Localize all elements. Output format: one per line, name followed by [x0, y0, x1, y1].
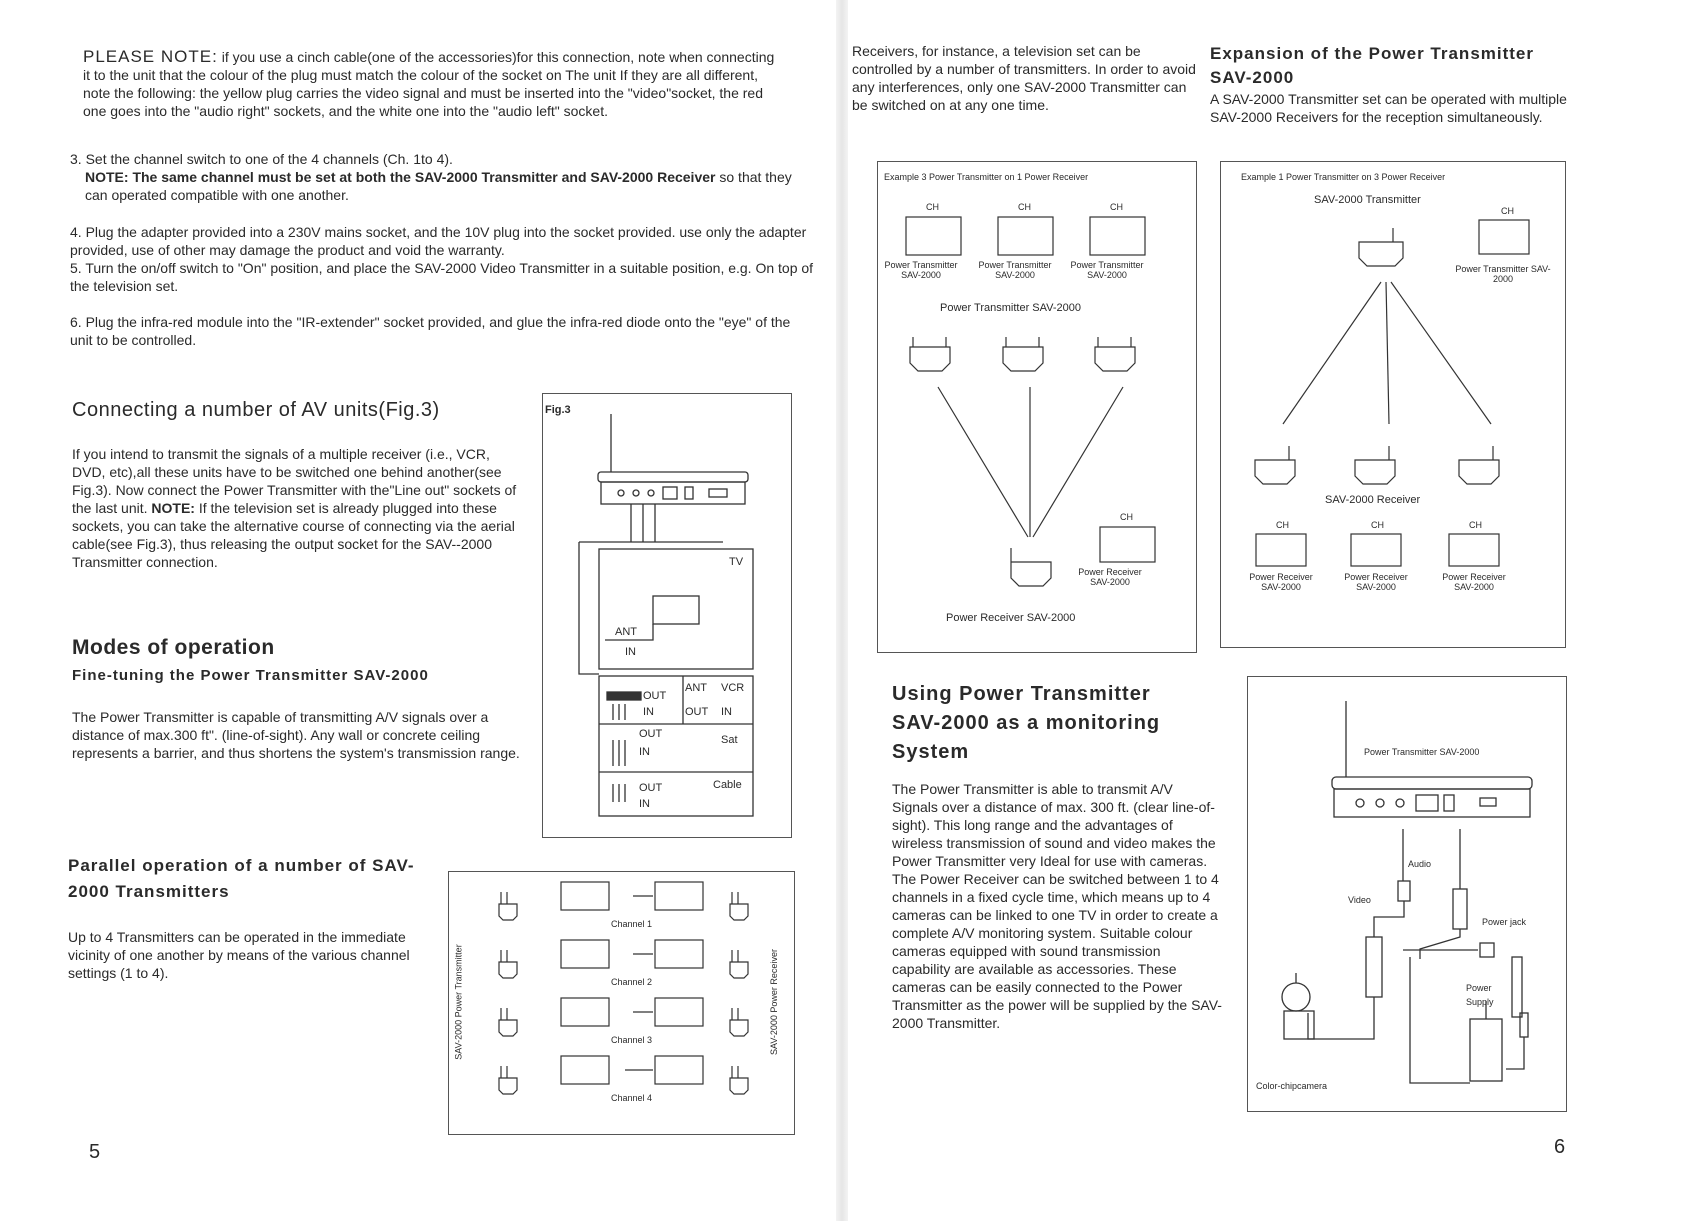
- fig3-vcr: VCR: [721, 682, 745, 694]
- camera-fig-camera: Color-chipcamera: [1256, 1081, 1328, 1091]
- connecting-note-label: NOTE:: [151, 500, 195, 516]
- fig3-out: OUT: [643, 690, 667, 702]
- please-note-label: PLEASE NOTE:: [83, 47, 218, 66]
- example1-transmitter-small: Power Transmitter SAV-2000: [1455, 264, 1551, 284]
- example1-receiver-label-3: Power Receiver SAV-2000: [1442, 572, 1506, 592]
- fig3-label: Fig.3: [545, 404, 571, 416]
- fig3-in: IN: [625, 646, 636, 658]
- step-3-note: [85, 168, 795, 204]
- expansion-text: A SAV-2000 Transmitter set can be operated with multiple SAV-2000 Receivers for the reception simultaneously.: [1210, 91, 1567, 125]
- fig3-out3: OUT: [639, 728, 663, 740]
- monitoring-title: [892, 680, 1160, 767]
- camera-fig-power-jack: Power jack: [1482, 917, 1527, 927]
- example1-transmitter-label: SAV-2000 Transmitter: [1314, 194, 1421, 206]
- example3-receiver-label: Power Receiver SAV-2000: [946, 612, 1076, 624]
- camera-fig-transmitter: Power Transmitter SAV-2000: [1364, 747, 1480, 757]
- example3-switch-label-1: Power Transmitter SAV-2000: [884, 260, 958, 280]
- parallel-diagram: [448, 871, 795, 1135]
- example1-ch-2: CH: [1371, 520, 1384, 530]
- parallel-left-vertical: SAV-2000 Power Transmitter: [453, 944, 464, 1060]
- example1-diagram: [1220, 161, 1566, 648]
- example1-receiver-label-2: Power Receiver SAV-2000: [1344, 572, 1408, 592]
- example1-ch-1: CH: [1276, 520, 1289, 530]
- camera-fig-audio: Audio: [1408, 859, 1432, 869]
- example3-ch-1: CH: [926, 202, 939, 212]
- example1-receiver-group: SAV-2000 Receiver: [1325, 494, 1421, 506]
- parallel-channel-1: Channel 1: [611, 919, 653, 929]
- page-number-right: 6: [1554, 1136, 1566, 1158]
- camera-drawing: [1248, 677, 1566, 1111]
- fig3-ant2: ANT: [685, 682, 707, 694]
- please-note-paragraph: [83, 48, 783, 120]
- connecting-title: Connecting a number of AV units(Fig.3): [72, 399, 440, 421]
- page-number-left: 5: [89, 1141, 101, 1163]
- step-3-note-rest: so that they can operated compatible with one another.: [85, 169, 792, 203]
- expansion-title-line-1: Expansion of the Power Transmitter: [1210, 44, 1535, 63]
- step-4: 4. Plug the adapter provided into a 230V mains socket, and the 10V plug into the socket provided. use only the adapter provided, use of other may damage the product and void the warranty.: [70, 224, 807, 258]
- example3-diagram: [877, 161, 1197, 653]
- camera-diagram: [1247, 676, 1567, 1112]
- modes-title: Modes of operation: [72, 636, 275, 659]
- fig3-in3: IN: [639, 746, 650, 758]
- parallel-row-1: [499, 882, 748, 920]
- step-5: 5. Turn the on/off switch to "On" position, and place the SAV-2000 Video Transmitter in a suitable position, e.g. On top of the television set.: [70, 260, 814, 294]
- example1-receiver-label-1: Power Receiver SAV-2000: [1249, 572, 1313, 592]
- receivers-intro: Receivers, for instance, a television set can be controlled by a number of transmitters. In order to avoid any interferences, only one SAV-2000 Transmitter can be switched on at any one time.: [852, 43, 1196, 113]
- parallel-channel-2: Channel 2: [611, 977, 653, 987]
- expansion-title-line-2: SAV-2000: [1210, 68, 1295, 87]
- example3-receiver-small: Power Receiver SAV-2000: [1078, 567, 1142, 587]
- example1-ch-3: CH: [1469, 520, 1482, 530]
- camera-fig-video: Video: [1348, 895, 1371, 905]
- example1-caption: Example 1 Power Transmitter on 3 Power Receiver: [1241, 172, 1446, 182]
- finetuning-text: The Power Transmitter is capable of transmitting A/V signals over a distance of max.300 ft". (line-of-sight). Any wall or concrete ceiling represents a barrier, and thus shortens the system's transmission range.: [72, 709, 520, 761]
- fig3-in-b: IN: [643, 706, 654, 718]
- monitoring-title-line-2: SAV-2000 as a monitoring: [892, 712, 1161, 734]
- step-3: 3. Set the channel switch to one of the 4 channels (Ch. 1to 4).: [70, 151, 453, 167]
- example3-caption: Example 3 Power Transmitter on 1 Power Receiver: [884, 172, 1089, 182]
- finetuning-title: Fine-tuning the Power Transmitter SAV-2000: [72, 667, 429, 684]
- fig3-diagram: [542, 393, 792, 838]
- parallel-text: Up to 4 Transmitters can be operated in the immediate vicinity of one another by means of the various channel settings (1 to 4).: [68, 929, 410, 981]
- camera-fig-power-supply-2: Supply: [1466, 997, 1494, 1007]
- connecting-text: [72, 445, 522, 571]
- fig3-drawing: [543, 394, 791, 837]
- fig3-in2: IN: [721, 706, 732, 718]
- please-note-text: if you use a cinch cable(one of the accessories)for this connection, note when connecting it to the unit that the colour of the plug must match the colour of the socket on The unit If they are all different, note the following: the yellow plug carries the video signal and must be inserted into the "video"socket, the red one goes into the "audio right" sockets, and the white one into the "audio left" socket.: [83, 49, 775, 119]
- expansion-title: [1210, 44, 1534, 88]
- parallel-right-vertical: SAV-2000 Power Receiver: [768, 949, 779, 1055]
- parallel-channel-4: Channel 4: [611, 1093, 653, 1103]
- connecting-note-text: If the television set is already plugged into these sockets, you can take the alternative course of connecting via the aerial cable(see Fig.3), thus releasing the output socket for the SAV--2000 Transmitter connection.: [72, 500, 515, 570]
- fig3-out2: OUT: [685, 706, 709, 718]
- fig3-sat: Sat: [721, 734, 738, 746]
- monitoring-title-line-3: System: [892, 741, 970, 763]
- fig3-out4: OUT: [639, 782, 663, 794]
- parallel-title: Parallel operation of a number of SAV-2000 Transmitters: [68, 856, 415, 901]
- fig3-ant: ANT: [615, 626, 637, 638]
- example3-switch-label-3: Power Transmitter SAV-2000: [1070, 260, 1144, 280]
- example3-group-label: Power Transmitter SAV-2000: [940, 302, 1082, 314]
- example3-ch-2: CH: [1018, 202, 1031, 212]
- camera-fig-power-supply-1: Power: [1466, 983, 1492, 993]
- example3-switch-label-2: Power Transmitter SAV-2000: [978, 260, 1052, 280]
- fig3-tv: TV: [729, 556, 744, 568]
- step-6: 6. Plug the infra-red module into the "IR-extender" socket provided, and glue the infra-red diode onto the "eye" of the unit to be controlled.: [70, 314, 791, 348]
- example3-ch-receiver: CH: [1120, 512, 1133, 522]
- example3-ch-3: CH: [1110, 202, 1123, 212]
- monitoring-title-line-1: Using Power Transmitter: [892, 683, 1151, 705]
- step-3-note-bold: NOTE: The same channel must be set at both the SAV-2000 Transmitter and SAV-2000 Receiver: [85, 169, 716, 185]
- parallel-channel-3: Channel 3: [611, 1035, 653, 1045]
- page-6: [842, 0, 1684, 1221]
- example1-ch-transmitter: CH: [1501, 206, 1514, 216]
- connecting-body: If you intend to transmit the signals of a multiple receiver (i.e., VCR, DVD, etc),all these units have to be switched one behind another(see Fig.3). Now connect the Power Transmitter with the"Line out" sockets of the last unit.: [72, 446, 517, 516]
- fig3-in4: IN: [639, 798, 650, 810]
- monitoring-text: The Power Transmitter is able to transmit A/V Signals over a distance of max. 300 ft. (clear line-of-sight). This long range and the advantages of wireless transmission of sound and video makes the Power Transmitter very Ideal for use with cameras. The Power Receiver can be switched between 1 to 4 channels in a fixed cycle time, which means up to 4 cameras can be linked to one TV in order to create a complete A/V monitoring system. Suitable colour cameras equipped with sound transmission capability are available as accessories. These cameras can be easily connected to the Power Transmitter as the power will be supplied by the SAV-2000 Transmitter.: [892, 781, 1222, 1031]
- fig3-cable: Cable: [713, 779, 742, 791]
